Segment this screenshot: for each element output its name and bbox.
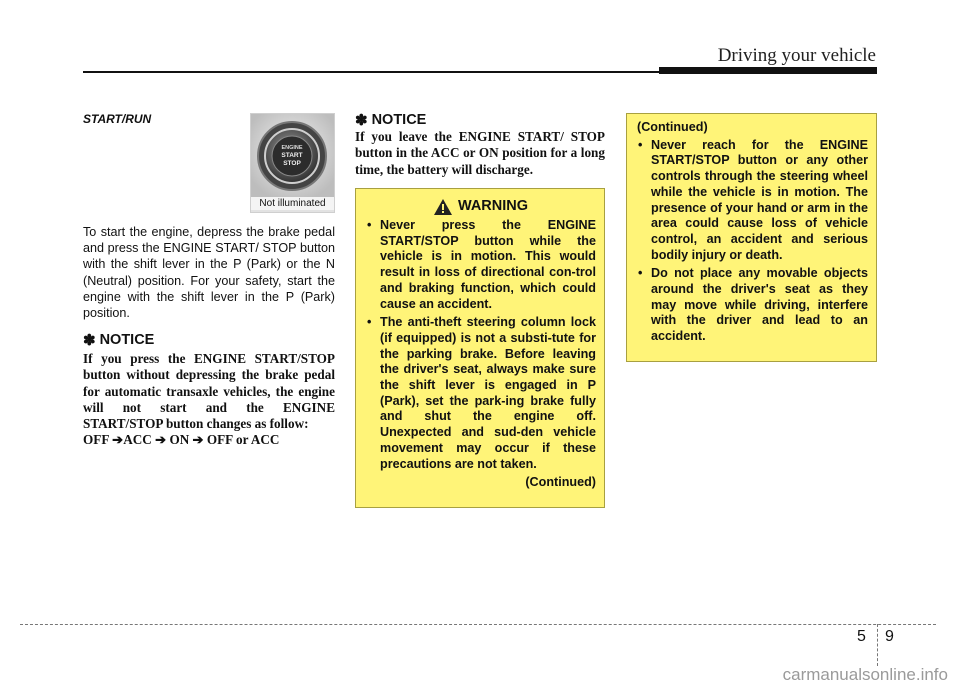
warning-item: • The anti-theft steering column lock (if equipped) is not a substi-tute for the parking brake. Before leaving the driver's seat, always make sure the shift lever is engaged in P (Park), set the park-ing brake fully and shut the engine off. Unexpected and sud-den vehicle movement may occur if these precautions are not taken. bbox=[366, 315, 596, 472]
continued-label: (Continued) bbox=[525, 475, 596, 490]
header-rule bbox=[83, 71, 661, 73]
warning-item: • Never press the ENGINE START/STOP button while the vehicle is in motion. This would result in loss of directional con-trol and braking function, which could cause an accident. bbox=[366, 218, 596, 312]
button-line-1: ENGINE bbox=[281, 145, 303, 151]
warning-item: • Do not place any movable objects around the driver's seat as they may move while driving, interfere with the driver and lead to an accident. bbox=[637, 266, 868, 345]
notice-heading: NOTICE bbox=[371, 112, 427, 128]
engine-start-stop-button-icon bbox=[251, 114, 334, 198]
button-state-sequence: OFF ➔ACC ➔ ON ➔ OFF or ACC bbox=[83, 432, 280, 448]
notice-star-icon: ✽ bbox=[355, 112, 368, 129]
engine-start-button-photo bbox=[250, 113, 335, 213]
button-line-2: START bbox=[281, 152, 303, 159]
notice-text: If you press the ENGINE START/STOP button without depressing the brake pedal for automatic transaxle vehicles, the engine will not start and the ENGINE START/STOP button changes as follow: bbox=[83, 351, 335, 432]
warning-item: • Never reach for the ENGINE START/STOP button or any other controls through the steering wheel while the vehicle is in motion. The presence of your hand or arm in the area could cause loss of vehicle control, an accident and serious bodily injury or death. bbox=[637, 138, 868, 264]
warning-triangle-icon bbox=[434, 199, 452, 215]
chapter-number: 5 bbox=[857, 628, 866, 645]
header-rule-thick bbox=[659, 67, 877, 74]
footer-divider bbox=[877, 624, 878, 666]
warning-box-continued bbox=[626, 113, 877, 362]
continued-label: (Continued) bbox=[637, 120, 708, 134]
footer-rule bbox=[20, 624, 936, 625]
warning-heading: WARNING bbox=[457, 198, 529, 215]
notice-block-battery bbox=[355, 111, 605, 178]
page-number: 9 bbox=[885, 628, 894, 645]
photo-caption: Not illuminated bbox=[251, 197, 334, 210]
watermark-text: carmanualsonline.info bbox=[782, 665, 948, 684]
notice-heading: NOTICE bbox=[99, 332, 155, 348]
page-header-title: Driving your vehicle bbox=[717, 45, 876, 66]
notice-star-icon: ✽ bbox=[83, 332, 96, 349]
notice-block-start bbox=[83, 331, 335, 449]
section-subheading: START/RUN bbox=[83, 112, 152, 126]
warning-box bbox=[355, 188, 605, 508]
button-line-3: STOP bbox=[283, 160, 301, 167]
notice-text: If you leave the ENGINE START/ STOP button in the ACC or ON position for a long time, the battery will discharge. bbox=[355, 129, 605, 177]
start-run-paragraph: To start the engine, depress the brake pedal and press the ENGINE START/ STOP button with the shift lever in the P (Park) or the N (Neutral) position. For your safety, start the engine with the shift lever in the P (Park) position. bbox=[83, 225, 335, 321]
